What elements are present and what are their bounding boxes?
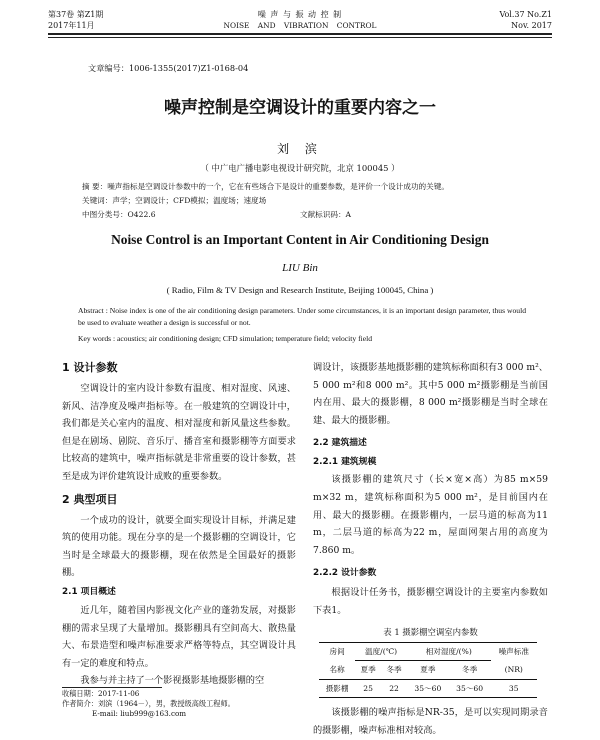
th-summer-temp: 夏季 xyxy=(360,665,376,675)
journal-volume-en: Vol.37 No.Z1 xyxy=(499,10,552,19)
th-humidity: 相对湿度/(%) xyxy=(407,642,491,661)
section-1-heading: 1 设计参数 xyxy=(62,361,118,374)
section-2-2-1-heading: 2.2.1 建筑规模 xyxy=(313,457,377,468)
paragraph-4: 我参与并主持了一个影视摄影基地摄影棚的空 xyxy=(80,675,265,687)
paragraph-2: 一个成功的设计，就要全面实现设计目标，并满足建筑的使用功能。现在分享的是一个摄影棚的空调设计，它当时是全球最大的摄影棚，现在依然是全国最好的摄影棚。 xyxy=(62,514,296,579)
author-bio: 作者简介：刘滨（1964－），男，教授级高级工程师。 xyxy=(62,699,235,708)
cell-noise: 35 xyxy=(508,683,519,693)
cell-winter-temp: 22 xyxy=(389,683,399,693)
affiliation-cn: （ 中广电广播电影电视设计研究院，北京 100045 ） xyxy=(200,163,400,173)
footnote xyxy=(62,689,302,725)
table-row xyxy=(319,679,537,698)
header-rule xyxy=(48,33,552,35)
title-en: Noise Control is an Important Content in Air Conditioning Design xyxy=(111,232,489,247)
th-noise: 噪声标准 xyxy=(498,646,529,656)
received-date: 收稿日期：2017-11-06 xyxy=(62,689,140,698)
keywords-en: Key words : acoustics; air conditioning design; CFD simulation; temperature field; velocity field xyxy=(78,334,372,343)
th-summer-rh: 夏季 xyxy=(420,665,436,675)
footnote-rule xyxy=(62,687,162,688)
paragraph-3: 近几年，随着国内影视文化产业的蓬勃发展，对摄影棚的需求呈现了大量增加。摄影棚具有空间高大、散热量大、布景造型和噪声标准要求严格等特点，其空调设计具有一定的难度和特点。 xyxy=(62,604,296,669)
paragraph-1: 空调设计的室内设计参数有温度、相对湿度、风速、新风、洁净度及噪声指标等。在一般建筑的空调设计中，我们都是关心室内的温度、相对湿度和新风量这些参数。但是在剧场、剧院、音乐厅、播音室和摄影棚等方面要求比较高的建筑中，噪声指标就是非常重要的设计参数，甚至是成为评价建筑设计成败的重要参数。 xyxy=(62,383,296,482)
author-en: LIU Bin xyxy=(282,262,318,274)
abstract-cn: 摘 要：噪声指标是空调设计参数中的一个，它在有些场合下是设计的重要参数，是评价一个设计成功的关键。 xyxy=(82,182,449,191)
document-code: 文献标识码：A xyxy=(300,210,352,219)
th-name: 名称 xyxy=(329,664,345,674)
paragraph-7: 根据设计任务书，摄影棚空调设计的主要室内参数如下表1。 xyxy=(313,587,548,616)
clc-number: 中图分类号：O422.6 xyxy=(82,210,156,219)
title-cn: 噪声控制是空调设计的重要内容之一 xyxy=(164,98,436,118)
article-number: 文章编号：1006-1355(2017)Z1-0168-04 xyxy=(88,63,249,73)
journal-name-en: NOISE AND VIBRATION CONTROL xyxy=(223,21,377,30)
header-rule-thin xyxy=(48,37,552,38)
paragraph-5: 调设计，该摄影基地摄影棚的建筑标称面积有3 000 m²、5 000 m²和8 000 m²。其中5 000 m²摄影棚是当前国内在用、最大的摄影棚，8 000 m²摄影棚是当时全球在建、最大的摄影棚。 xyxy=(313,362,548,426)
cell-summer-rh: 35～60 xyxy=(414,683,442,693)
affiliation-en: ( Radio, Film & TV Design and Research Institute, Beijing 100045, China ) xyxy=(166,285,434,295)
th-winter-rh: 冬季 xyxy=(462,665,478,675)
section-2-2-heading: 2.2 建筑描述 xyxy=(313,438,367,449)
journal-volume: 第37卷 第Z1期 xyxy=(48,10,104,19)
th-winter-temp: 冬季 xyxy=(386,665,402,675)
journal-date: 2017年11月 xyxy=(48,21,95,30)
author-email: E-mail: liub999@163.com xyxy=(92,709,187,718)
parameter-table xyxy=(319,642,537,699)
keywords-cn: 关键词：声学；空调设计；CFD模拟；温度场；速度场 xyxy=(82,196,267,205)
paragraph-8: 该摄影棚的噪声指标是NR-35，是可以实现同期录音的摄影棚，噪声标准相对较高。 xyxy=(313,707,548,736)
journal-date-en: Nov. 2017 xyxy=(511,21,552,30)
section-2-2-2-heading: 2.2.2 设计参数 xyxy=(313,568,377,579)
section-2-1-heading: 2.1 项目概述 xyxy=(62,586,116,597)
th-temperature: 温度/(℃) xyxy=(355,642,407,661)
table-caption: 表 1 摄影棚空调室内参数 xyxy=(383,626,478,637)
cell-winter-rh: 35～60 xyxy=(456,683,484,693)
author-cn: 刘 滨 xyxy=(277,142,323,156)
cell-room: 摄影棚 xyxy=(325,683,349,693)
table-header-row xyxy=(319,642,537,661)
th-noise-unit: (NR) xyxy=(504,664,523,674)
paragraph-6: 该摄影棚的建筑尺寸（长×宽×高）为85 m×59 m×32 m，建筑标称面积为5 000 m²，是目前国内在用、最大的摄影棚。在摄影棚内，一层马道的标高为11 m，二层马道的标高为22 m，屋面网架占用的高度为7.860 m。 xyxy=(313,474,548,556)
th-room: 房间 xyxy=(329,646,345,656)
section-2-heading: 2 典型项目 xyxy=(62,492,118,506)
right-column xyxy=(313,359,548,740)
journal-name-cn: 噪 声 与 振 动 控 制 xyxy=(257,10,343,19)
left-column xyxy=(62,356,296,690)
table-subheader-row xyxy=(319,661,537,680)
abstract-en: Abstract : Noise index is one of the air conditioning design parameters. Under some circumstances, it is an important design parameter, thus would be used to evaluate weather a design is successful or not. xyxy=(78,306,526,327)
cell-summer-temp: 25 xyxy=(363,683,373,693)
